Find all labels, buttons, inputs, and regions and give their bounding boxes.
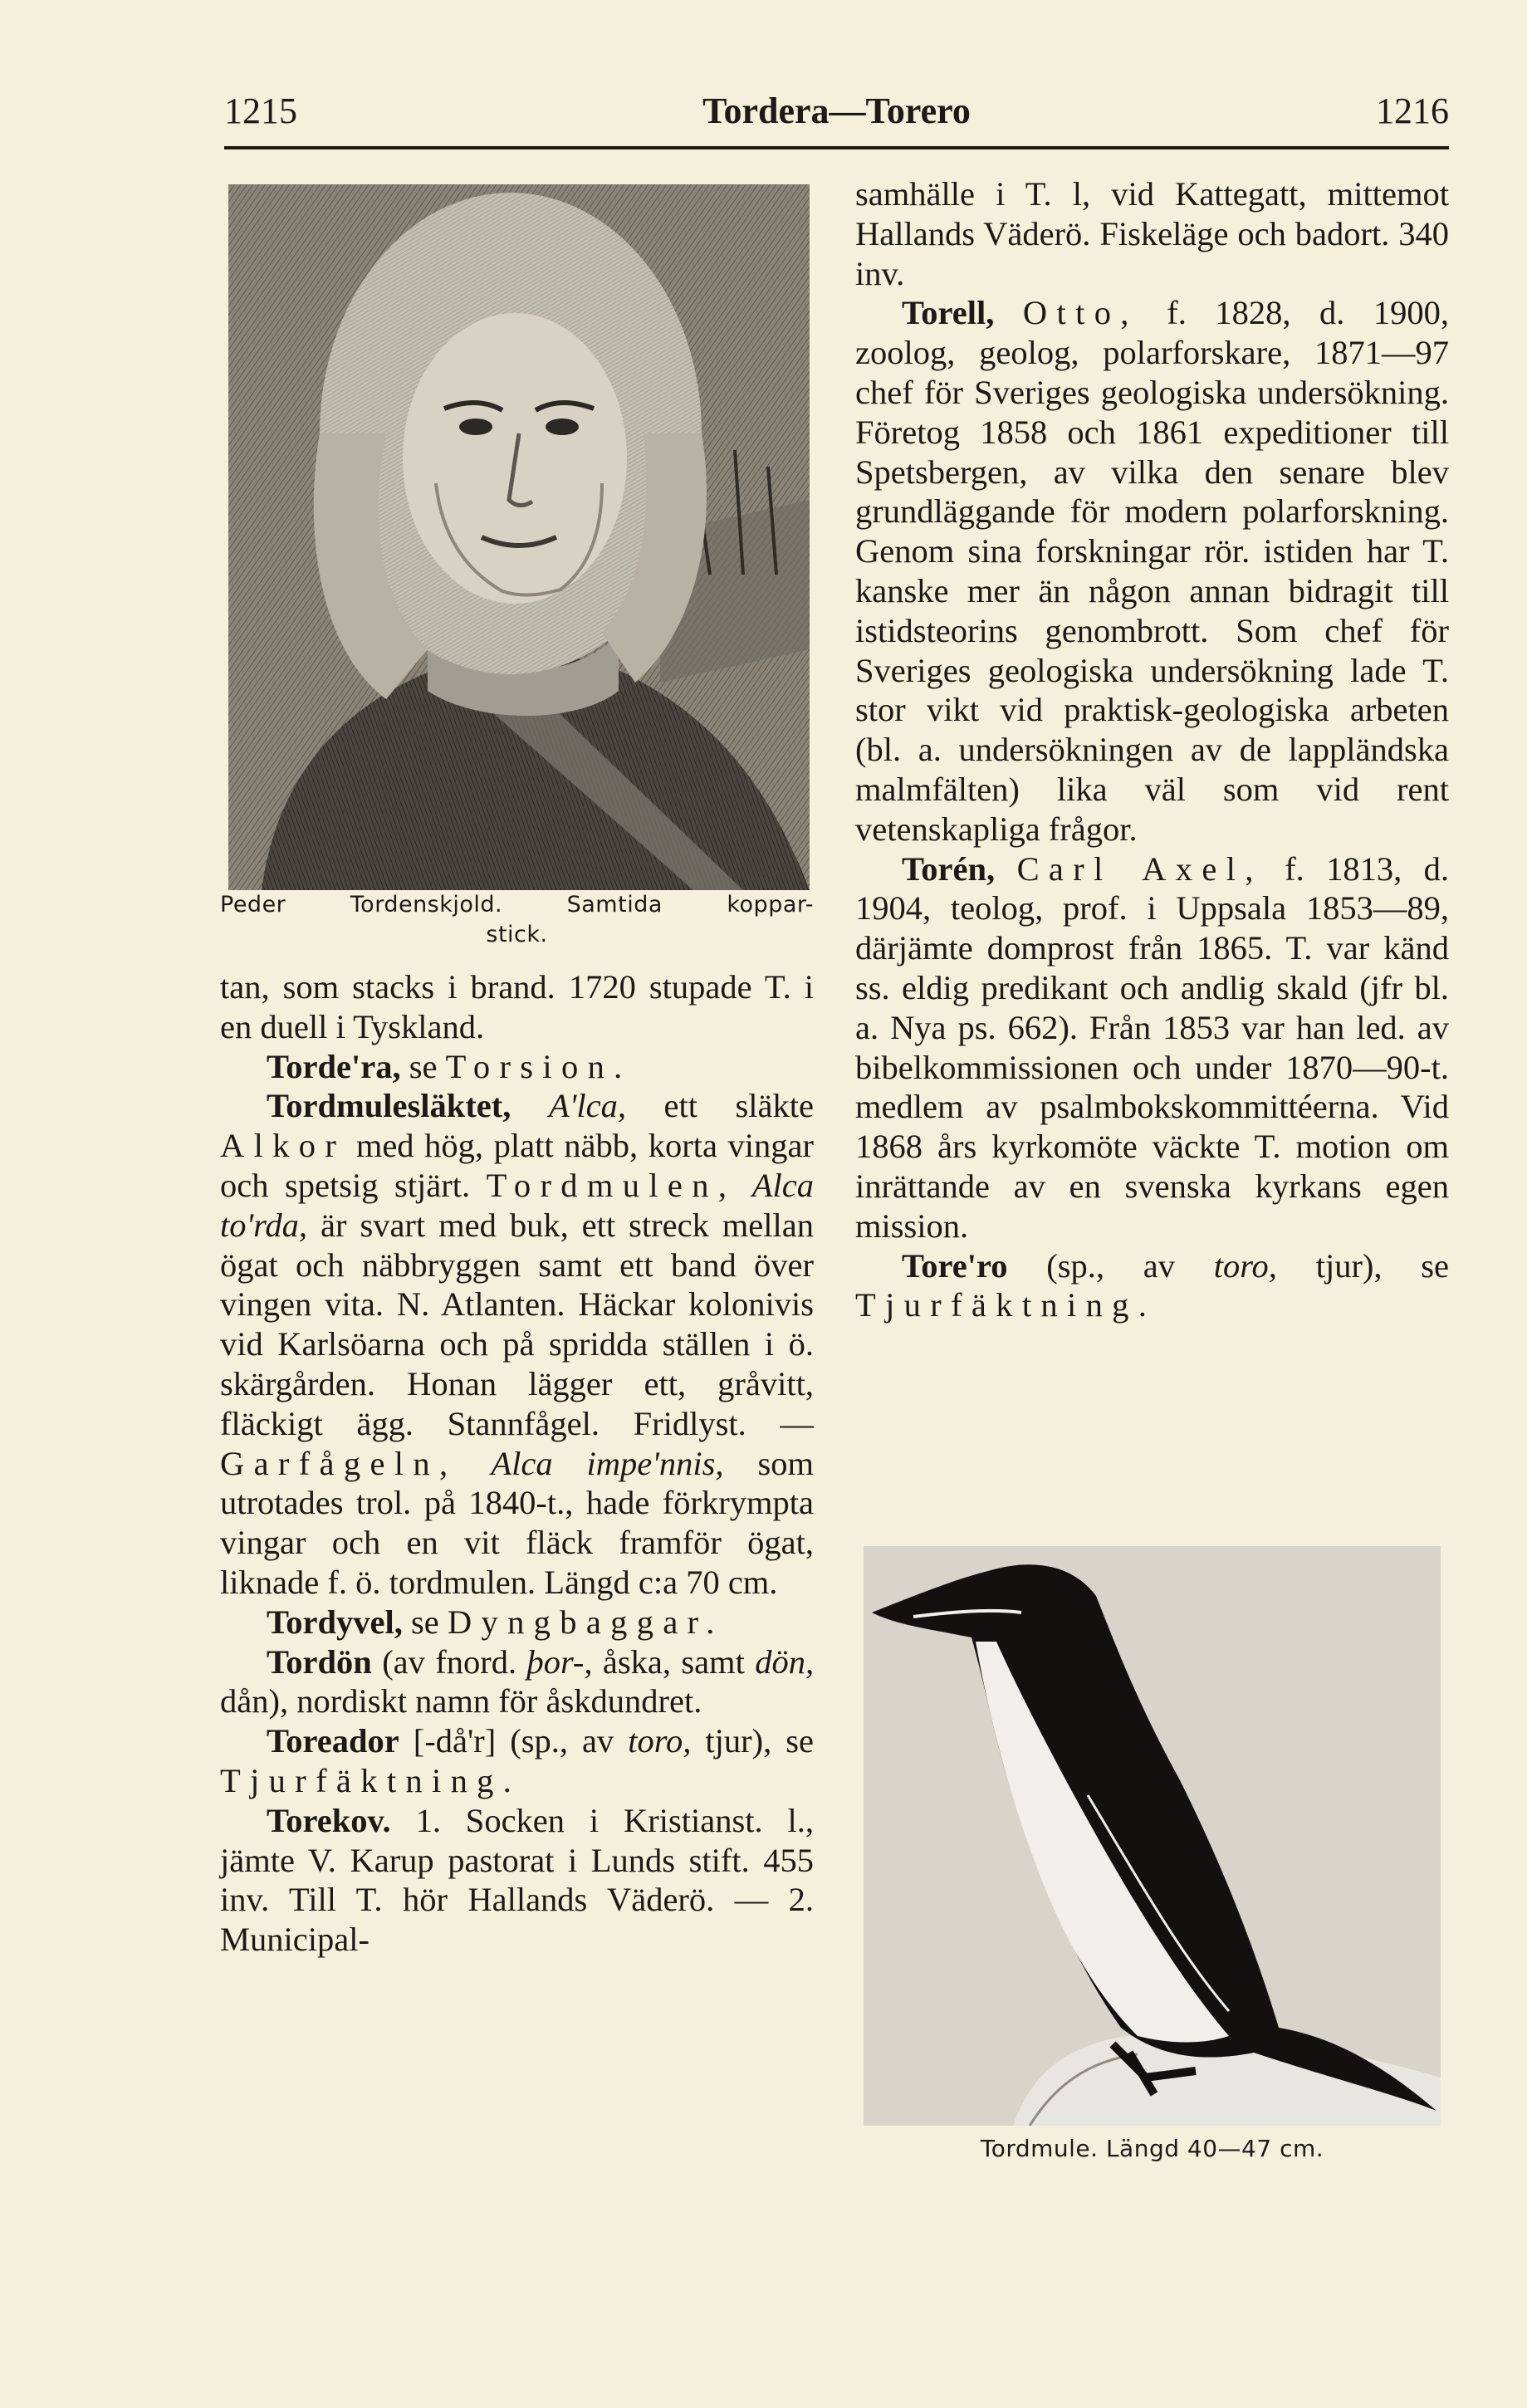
cross-reference: Tjurfäktning. xyxy=(220,1761,521,1799)
headword: Tordön xyxy=(267,1642,372,1681)
razorbill-illustration xyxy=(864,1546,1441,2126)
page-number-left: 1215 xyxy=(224,91,297,131)
entry-torell: Torell, Otto, f. 1828, d. 1900, zoolog, geolog, polarforskare, 1871—97 chef för Sveriges geologiska undersökning. Företog 1858 och 1861 expeditioner till Spetsbergen, av vilka den senare blev grundläggande för modern polarforskning. Genom sina forskningar rör. istiden har T. kanske mer än någon annan bidragit till istidsteorins genombrott. Som chef för Sveriges geologiska undersökning lade T. stor vikt vid praktisk-geologiska arbeten (bl. a. undersökningen av de lappländska malmfälten) lika väl som vid rent vetenskapliga frågor. xyxy=(855,294,1450,848)
page-header xyxy=(224,81,1449,141)
entry-tordon: Tordön (av fnord. þor-, åska, samt dön, dån), nordiskt namn för åskdundret. xyxy=(220,1642,815,1720)
entry-tordera: Torde'ra, se Torsion. xyxy=(267,1047,632,1085)
person-name: Carl Axel, xyxy=(1016,849,1263,888)
headword: Torén, xyxy=(902,849,996,888)
paragraph-tordenskjold-cont: tan, som stacks i brand. 1720 stupade T. i en duell i Tyskland. xyxy=(220,968,814,1045)
headword: Torell, xyxy=(902,294,995,332)
person-name: Otto, xyxy=(1022,294,1138,332)
headword: Torde'ra, xyxy=(267,1047,401,1085)
headword: Tordyvel, xyxy=(267,1603,403,1641)
portrait-engraving xyxy=(228,184,810,890)
headword: Toreador xyxy=(267,1722,399,1760)
entry-toreador: Toreador [-då'r] (sp., av toro, tjur), se Tjurfäktning. xyxy=(220,1722,815,1799)
entry-tordyvel: Tordyvel, se Dyngbaggar. xyxy=(267,1603,724,1641)
headword: Tordmulesläktet, xyxy=(267,1087,511,1125)
razorbill-drawing xyxy=(864,1546,1441,2126)
razorbill-caption: Tordmule. Längd 40—47 cm. xyxy=(980,2135,1324,2162)
subentry: Garfågeln, xyxy=(220,1444,458,1482)
right-column xyxy=(855,174,1449,1325)
portrait-caption-line2: stick. xyxy=(486,922,548,947)
entry-torero: Tore'ro (sp., av toro, tjur), se Tjurfäktning. xyxy=(855,1246,1450,1324)
portrait-illustration xyxy=(228,184,810,890)
page-number-right: 1216 xyxy=(1376,91,1449,131)
cross-reference: Alkor xyxy=(220,1127,346,1165)
headword: Torekov. xyxy=(267,1801,391,1839)
left-column xyxy=(220,967,814,1960)
headword: Tore'ro xyxy=(902,1246,1008,1285)
running-head: Tordera—Torero xyxy=(702,91,971,131)
subentry: Tordmulen, xyxy=(486,1166,737,1204)
portrait-caption-line1: Peder Tordenskjold. Samtida koppar- xyxy=(220,892,814,918)
header-rule xyxy=(224,146,1449,149)
entry-torekov: Torekov. 1. Socken i Kristianst. l., jämte V. Karup pastorat i Lunds stift. 455 inv. Till T. hör Hallands Väderö. — 2. Municipal- xyxy=(220,1801,814,1959)
portrait-caption xyxy=(220,890,814,950)
cross-reference: Tjurfäktning. xyxy=(855,1286,1157,1324)
paragraph-torekov-cont: samhälle i T. l, vid Kattegatt, mittemot Hallands Väderö. Fiskeläge och badort. 340 inv. xyxy=(855,175,1449,292)
entry-toren: Torén, Carl Axel, f. 1813, d. 1904, teolog, prof. i Uppsala 1853—89, därjämte domprost från 1865. T. var känd ss. eldig predikant och andlig skald (jfr bl. a. Nya ps. 662). Från 1853 var han led. av bibelkommissionen och under 1870—90-t. medlem av psalmbokskommittéerna. Vid 1868 års kyrkomöte väckte T. motion om inrättande av en svenska kyrkans egen mission. xyxy=(855,849,1450,1245)
cross-reference: Dyngbaggar. xyxy=(447,1603,724,1641)
cross-reference: Torsion. xyxy=(445,1047,632,1085)
entry-tordmulesläktet: Tordmulesläktet, A'lca, ett släkte Alkor med hög, platt näbb, korta vingar och spetsig stjärt. Tordmulen, Alca to'rda, är svart med buk, ett streck mellan ögat och näbbryggen samt ett band över vingen vita. N. Atlanten. Häckar kolonivis vid Karlsöarna och på spridda ställen i ö. skärgården. Honan lägger ett, gråvitt, fläckigt ägg. Stannfågel. Fridlyst. — Garfågeln, Alca impe'nnis, som utrotades trol. på 1840-t., hade förkrympta vingar och en vit fläck framför ögat, liknade f. ö. tordmulen. Längd c:a 70 cm. xyxy=(220,1087,815,1601)
